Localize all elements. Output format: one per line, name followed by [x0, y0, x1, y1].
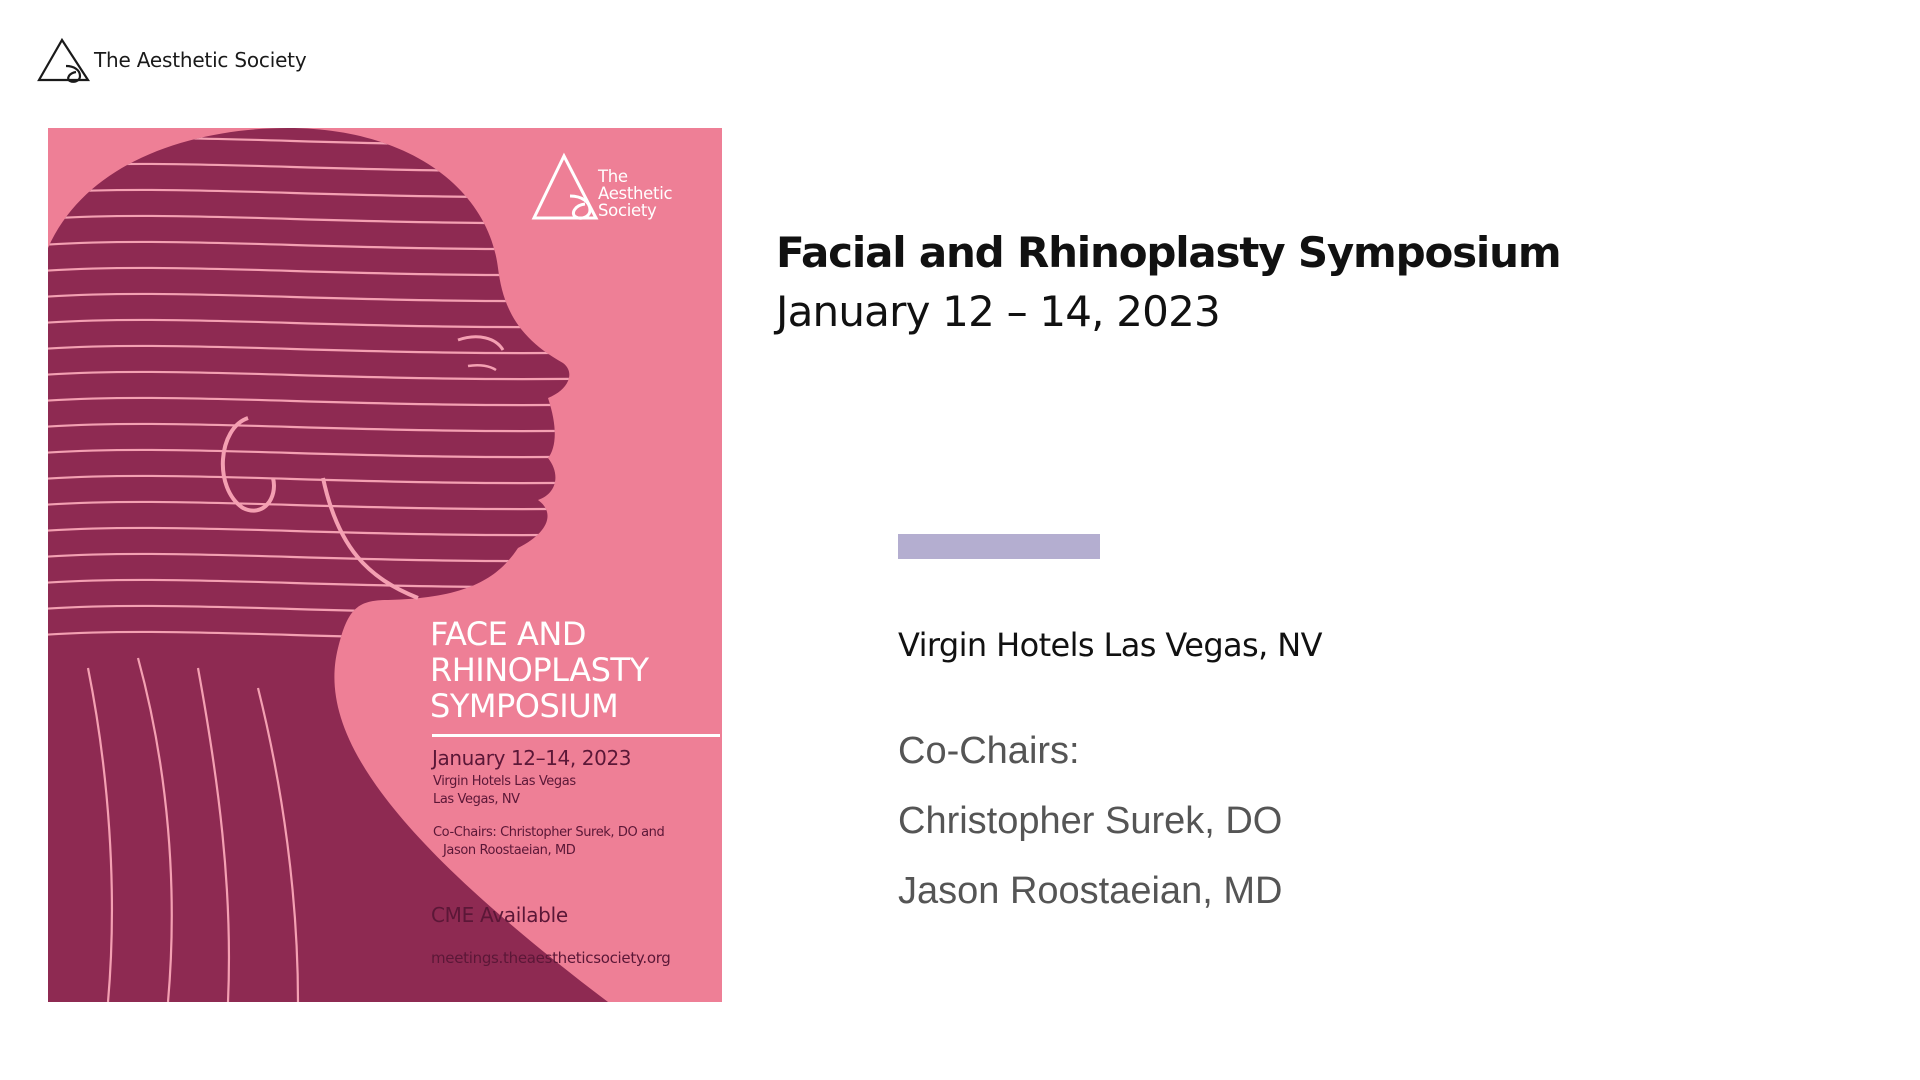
poster-date: January 12–14, 2023 [432, 746, 632, 770]
poster-title: FACE AND RHINOPLASTY SYMPOSIUM [430, 615, 649, 725]
co-chairs-list [898, 716, 1282, 926]
event-date: January 12 – 14, 2023 [776, 287, 1220, 336]
accent-bar [898, 534, 1100, 559]
co-chairs-label: Co-Chairs: [898, 730, 1080, 772]
poster-venue: Virgin Hotels Las Vegas Las Vegas, NV [433, 774, 576, 807]
event-venue: Virgin Hotels Las Vegas, NV [898, 626, 1322, 664]
symposium-poster [48, 128, 722, 1002]
poster-url: meetings.theaestheticsociety.org [431, 949, 671, 967]
poster-logo [530, 150, 672, 222]
co-chair-name: Jason Roostaeian, MD [898, 870, 1283, 912]
event-title: Facial and Rhinoplasty Symposium [776, 228, 1561, 277]
aesthetic-society-logo-icon [36, 36, 92, 84]
poster-divider [432, 734, 720, 737]
face-profile-illustration [48, 128, 722, 1002]
poster-co-chairs: Co-Chairs: Christopher Surek, DO and Jason Roostaeian, MD [433, 825, 665, 858]
logo-text: The Aesthetic Society [94, 48, 307, 72]
aesthetic-society-logo [36, 36, 306, 84]
poster-cme: CME Available [431, 903, 568, 927]
co-chair-name: Christopher Surek, DO [898, 800, 1283, 842]
aesthetic-society-logo-icon [530, 150, 606, 222]
poster-logo-text: The Aesthetic Society [598, 167, 673, 220]
